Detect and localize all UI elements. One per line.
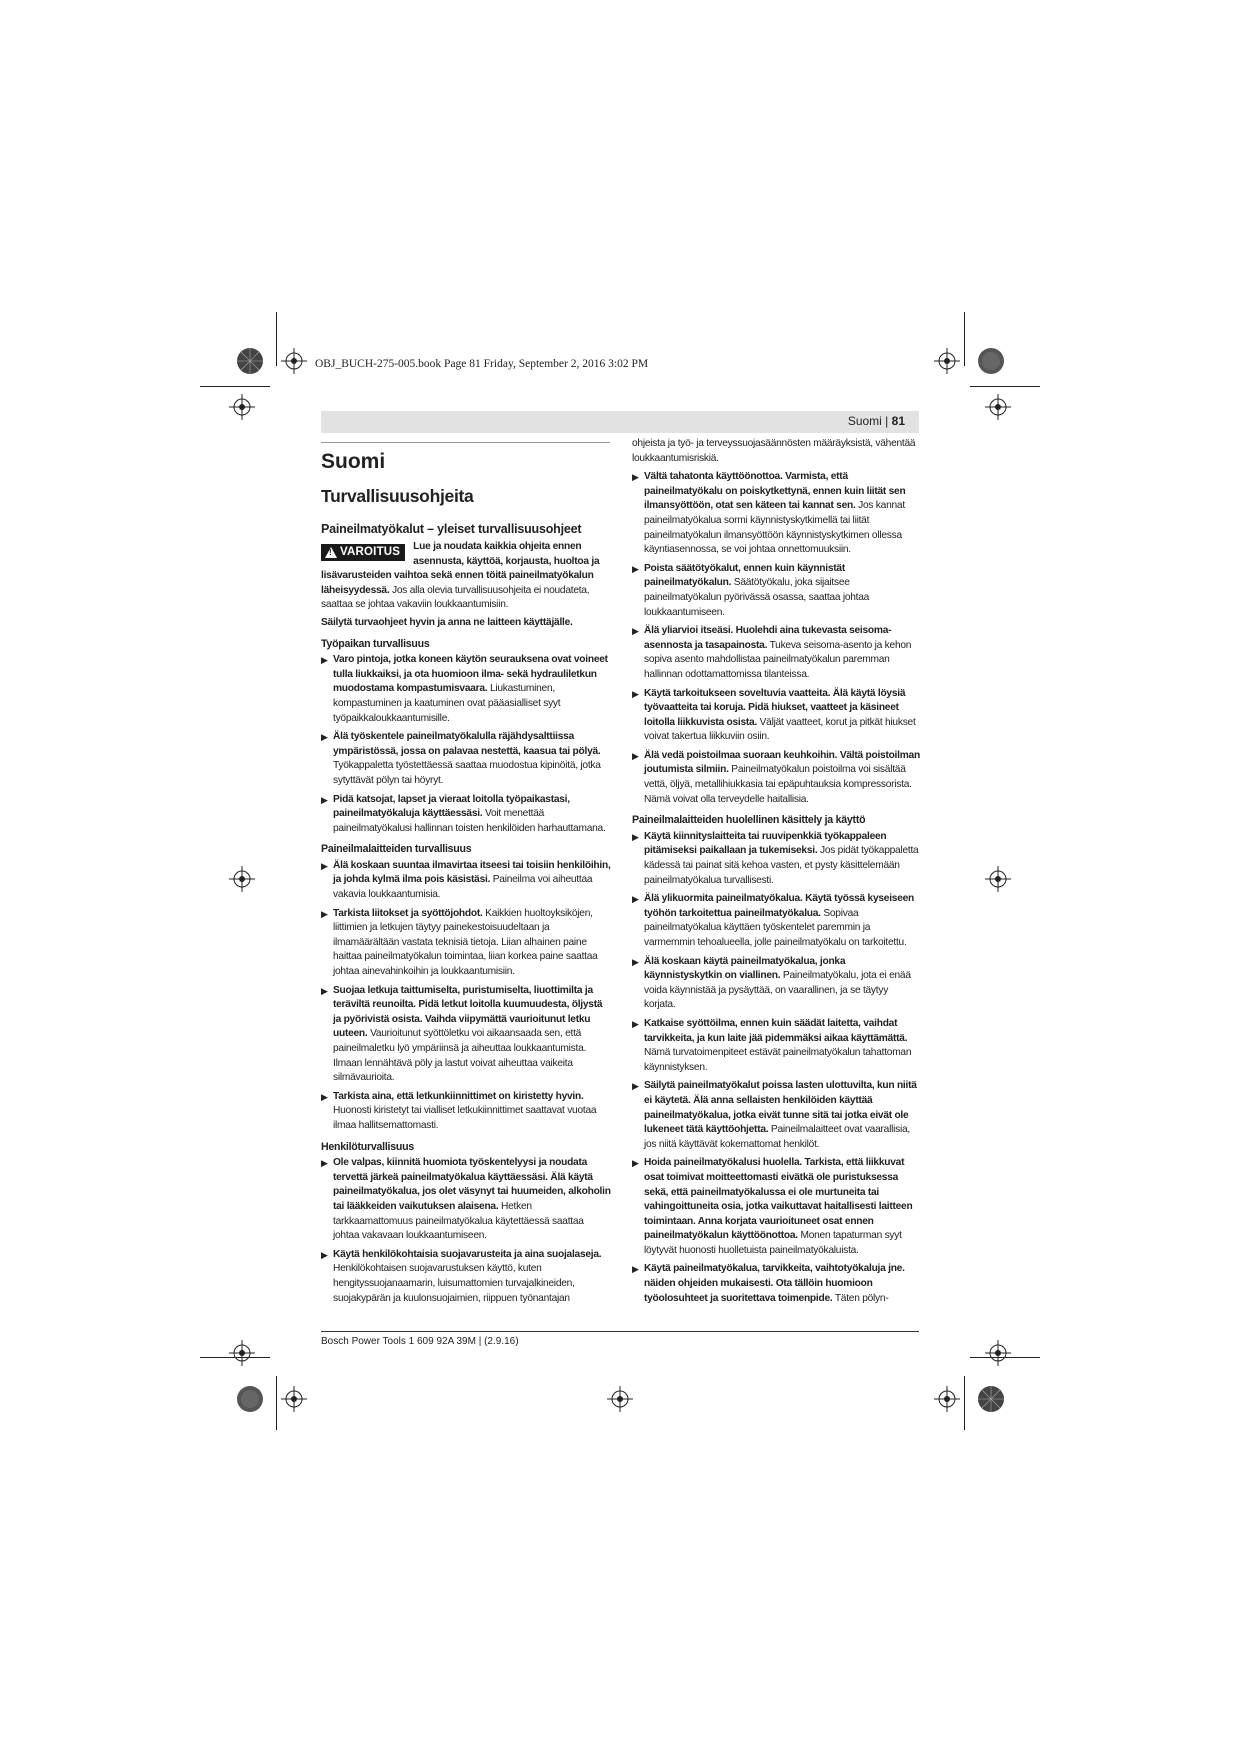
crosshair-mark-bottom-right-upper	[985, 1340, 1011, 1366]
section-title: Turvallisuusohjeita	[321, 486, 474, 506]
item-bold: Älä koskaan käytä paineilmatyökalua, jonka käynnistyskytkin on viallinen.	[644, 955, 846, 982]
crop-line	[970, 386, 1040, 387]
item-bold: Käytä kiinnityslaitteita tai ruuvipenkkiä työkappaleen pitämiseksi paikallaan ja tukemiseksi.	[644, 830, 887, 857]
list-item	[632, 624, 922, 682]
crop-line	[964, 1376, 965, 1430]
crosshair-mark-top-left-lower	[229, 394, 255, 420]
list-item	[321, 1248, 611, 1306]
keep-instructions: Säilytä turvaohjeet hyvin ja anna ne laitteen käyttäjälle.	[321, 616, 573, 628]
crosshair-mark-mid-right	[985, 866, 1011, 892]
item-text: Paineilma voi aiheuttaa vakavia loukkaantumisia.	[333, 874, 593, 901]
list-item	[321, 1090, 611, 1134]
warning-badge	[321, 544, 405, 561]
registration-mark-bottom-right-disc	[977, 1385, 1005, 1413]
bullet-icon: ▶	[632, 563, 639, 574]
group-title-personal: Henkilöturvallisuus	[321, 1140, 414, 1153]
bullet-icon: ▶	[632, 831, 639, 842]
list-item	[632, 749, 922, 807]
list-item	[632, 1156, 922, 1258]
item-text: Jos kannat paineilmatyökalua sormi käynnistyskytkimellä tai liität paineilmatyökalun ilmansyöttöön käynnistyskytkimen ollessa käyntiasennossa, se voi johtaa onnettomuuksiin.	[644, 500, 905, 556]
crosshair-mark-bottom-right	[934, 1386, 960, 1412]
bullet-icon: ▶	[321, 655, 328, 666]
bullet-icon: ▶	[321, 794, 328, 805]
registration-mark-bottom-left-disc	[236, 1385, 264, 1413]
list-item	[321, 653, 611, 726]
crosshair-mark-mid-left	[229, 866, 255, 892]
crosshair-mark-bottom-center	[607, 1386, 633, 1412]
crop-line	[276, 1376, 277, 1430]
item-text: Työkappaletta työstettäessä saattaa muodostua kipinöitä, jotka sytyttävät pölyn tai höyryt.	[333, 760, 601, 786]
item-text: Nämä turvatoimenpiteet estävät paineilmatyökalun tahattoman käynnistyksen.	[644, 1047, 912, 1073]
item-bold: Säilytä paineilmatyökalut poissa lasten ulottuvilta, kun niitä ei käytetä. Älä anna sellaisten henkilöiden käyttää paineilmatyökalua, jotka eivät tunne sitä tai jotka eivät ole lukeneet tätä käyttöohjetta.	[644, 1080, 917, 1136]
crosshair-mark-bottom-left	[281, 1386, 307, 1412]
list-item	[321, 730, 611, 788]
group-title-handling: Paineilmalaitteiden huolellinen käsittely ja käyttö	[632, 814, 866, 827]
item-text: Voit menettää paineilmatyökalusi hallinnan toisten henkilöiden harhauttamana.	[333, 808, 606, 834]
bullet-icon: ▶	[632, 750, 639, 761]
crosshair-mark-bottom-left-upper	[229, 1340, 255, 1366]
list-item	[632, 1017, 922, 1075]
bullet-icon: ▶	[321, 985, 328, 996]
list-item	[632, 830, 922, 888]
item-text: Sopivaa paineilmatyökalua käyttäen työskentelet paremmin ja varmemmin tehoalueella, jolle paineilmatyökalu on tarkoitettu.	[644, 907, 907, 948]
language-title: Suomi	[321, 450, 386, 473]
item-bold: Poista säätötyökalut, ennen kuin käynnistät paineilmatyökalun.	[644, 562, 845, 589]
bullet-icon: ▶	[632, 1264, 639, 1275]
footer-rule	[321, 1331, 919, 1332]
list-item	[632, 1079, 922, 1152]
item-text: Huonosti kiristetyt tai vialliset letkukiinnittimet saattavat vuotaa ilmaa hallitsemattomasti.	[333, 1105, 597, 1131]
bullet-icon: ▶	[632, 626, 639, 637]
list-item	[321, 984, 611, 1086]
bullet-icon: ▶	[321, 1249, 328, 1260]
bullet-icon: ▶	[321, 860, 328, 871]
item-bold: Käytä tarkoitukseen soveltuvia vaatteita. Älä käytä löysiä työvaatteita tai koruja. Pidä hiukset, vaatteet ja käsineet loitolla liikkuvista osista.	[644, 687, 906, 728]
item-bold: Älä koskaan suuntaa ilmavirtaa itseesi tai toisiin henkilöihin, ja johda kylmä ilma pois käsistäsi.	[333, 859, 611, 886]
page-header-bar	[321, 411, 919, 433]
item-text: Monen tapaturman syyt löytyvät huonosti huolletuista paineilmatyökaluista.	[644, 1230, 902, 1256]
item-text: Hetken tarkkaamattomuus paineilmatyökalua käytettäessä saattaa johtaa vakavaan loukkaantumiseen.	[333, 1200, 584, 1242]
list-item	[632, 955, 922, 1013]
item-bold: Tarkista liitokset ja syöttöjohdot.	[333, 907, 483, 919]
group-title-pneumatic: Paineilmalaitteiden turvallisuus	[321, 843, 472, 856]
item-text: Henkilökohtaisen suojavarustuksen käyttö, kuten hengityssuojanaamarin, luisumattomien turvajalkineiden, suojakypärän ja kuulonsuojaimien, riippuen työnantajan	[333, 1263, 575, 1304]
item-bold: Vältä tahatonta käyttöönottoa. Varmista, että paineilmatyökalu on poiskytkettynä, ennen kuin liität sen ilmansyöttöön, otat sen käteen tai kannat sen.	[644, 471, 906, 512]
bullet-icon: ▶	[321, 908, 328, 919]
title-rule	[321, 442, 610, 443]
warning-bold-text: Lue ja noudata kaikkia ohjeita ennen asennusta, käyttöä, korjausta, huoltoa ja lisävarusteiden vaihtoa sekä ennen töitä paineilmatyökalun läheisyydessä.	[321, 541, 600, 596]
item-bold: Katkaise syöttöilma, ennen kuin säädät laitetta, vaihdat tarvikkeita, ja kun laite jää pidemmäksi aikaa käyttämättä.	[644, 1017, 908, 1044]
bullet-icon: ▶	[632, 956, 639, 967]
subsection-title: Paineilmatyökalut – yleiset turvallisuusohjeet	[321, 522, 582, 536]
item-text: Jos pidät työkappaletta kädessä tai painat sitä kehoa vasten, et pysty käsittelemään paineilmatyökalua turvallisesti.	[644, 845, 919, 886]
group-title-workplace: Työpaikan turvallisuus	[321, 637, 430, 650]
list-item	[321, 907, 611, 980]
crop-line	[200, 1357, 270, 1358]
list-item	[321, 793, 611, 837]
crop-line	[200, 386, 270, 387]
left-column	[321, 449, 611, 1310]
list-item	[632, 470, 922, 558]
item-text: Vaurioitunut syöttöletku voi aikaansaada sen, että paineilmaletku lyö ympäriinsä ja aiheuttaa loukkaantumista. Ilmaan lennähtävä pöly ja lastut voivat aiheuttaa vaikeita silmävaurioita.	[333, 1028, 587, 1084]
item-text: Täten pölyn-	[832, 1292, 889, 1304]
bullet-icon: ▶	[321, 1158, 328, 1169]
warning-block	[321, 540, 611, 613]
right-column	[632, 437, 922, 1310]
book-info-line: OBJ_BUCH-275-005.book Page 81 Friday, September 2, 2016 3:02 PM	[315, 358, 649, 370]
item-bold: Varo pintoja, jotka koneen käytön seurauksena ovat voineet tulla liukkaiksi, ja ota huomioon ilma- sekä hydrauliletkun muodostama kompastumisvaara.	[333, 654, 608, 695]
item-bold: Ole valpas, kiinnitä huomiota työskentelyysi ja noudata tervettä järkeä paineilmatyökalua käyttäessäsi. Älä käytä paineilmatyökalua, jos olet väsynyt tai huumeiden, alkoholin tai lääkkeiden vaikutuksen alaisena.	[333, 1157, 611, 1212]
warning-triangle-icon	[325, 547, 337, 558]
bullet-icon: ▶	[632, 1018, 639, 1029]
item-text: Kaikkien huoltoyksiköjen, liittimien ja letkujen täytyy painekestoisuudeltaan ja ilmamäärältään vastata teknisiä tietoja. Liian alhainen paine haittaa paineilmatyökalun toimintaa, liian korkea paine saattaa johtaa ainevahinkoihin ja loukkaantumisiin.	[333, 907, 598, 978]
crop-line	[970, 1357, 1040, 1358]
item-bold: Älä yliarvioi itseäsi. Huolehdi aina tukevasta seisoma-asennosta ja tasapainosta.	[644, 625, 892, 651]
item-text: Tukeva seisoma-asento ja kehon sopiva asento mahdollistaa paineilmatyökalun paremman hallinnan odottamattomissa tilanteissa.	[644, 639, 912, 680]
list-item	[632, 1262, 922, 1306]
list-item	[632, 892, 922, 950]
list-item	[321, 1156, 611, 1244]
list-item	[321, 859, 611, 903]
item-text: Säätötyökalu, joka sijaitsee paineilmatyökalun pyörivässä osassa, saattaa johtaa loukkaantumiseen.	[644, 577, 870, 618]
list-item	[632, 562, 922, 620]
footer-text: Bosch Power Tools 1 609 92A 39M | (2.9.16)	[321, 1336, 519, 1347]
item-text: Paineilmatyökalu, jota ei enää voida käynnistää ja pysäyttää, on vaarallinen, ja se täytyy korjata.	[644, 970, 911, 1011]
item-bold: Pidä katsojat, lapset ja vieraat loitolla työpaikastasi, paineilmatyökaluja käyttäessäsi.	[333, 793, 570, 820]
item-bold: Suojaa letkuja taittumiselta, puristumiselta, liuottimilta ja teräviltä reunoilta. Pidä letkut loitolla kuumuudesta, öljystä ja pyörivistä osista. Vaihda viipymättä vaurioitunut letku uuteen.	[333, 984, 603, 1040]
item-bold: Älä työskentele paineilmatyökalulla räjähdysalttiissa ympäristössä, jossa on palavaa nestettä, kaasua tai pölyä.	[333, 731, 601, 757]
item-bold: Hoida paineilmatyökalusi huolella. Tarkista, että liikkuvat osat toimivat moitteettomasti eivätkä ole puristuksessa sekä, että paineilmatyökalussa ei ole murtuneita tai vahingoittuneita osia, jotka vaikuttavat haitallisesti laitteen toimintaan. Anna korjata vaurioituneet osat ennen paineilmatyökalun käyttöönottoa.	[644, 1157, 913, 1242]
item-text: Väljät vaatteet, korut ja pitkät hiukset voivat takertua liikkuviin osiin.	[644, 716, 916, 743]
crosshair-mark-top-right-lower	[985, 394, 1011, 420]
item-bold: Älä vedä poistoilmaa suoraan keuhkoihin. Vältä poistoilman joutumista silmiin.	[644, 749, 920, 776]
page-header-text: Suomi | 81	[847, 414, 905, 428]
list-item	[632, 687, 922, 745]
item-bold: Älä ylikuormita paineilmatyökalua. Käytä työssä kyseiseen työhön tarkoitettua paineilmatyökalua.	[644, 893, 915, 919]
item-text: Paineilmatyökalun poistoilma voi sisältää vettä, öljyä, metallihiukkasia tai epäpuhtauksia kompressorista. Nämä voivat olla terveydelle haitallisia.	[644, 764, 912, 805]
warning-text: Jos alla olevia turvallisuusohjeita ei noudateta, saattaa se johtaa vakaviin loukkaantumisiin.	[321, 584, 590, 611]
item-bold: Käytä paineilmatyökalua, tarvikkeita, vaihtotyökaluja jne. näiden ohjeiden mukaisesti. Ota tällöin huomioon työolosuhteet ja suoritettava toimenpide.	[644, 1263, 905, 1304]
bullet-icon: ▶	[632, 894, 639, 905]
continued-text: ohjeista ja työ- ja terveyssuojasäännösten määräyksistä, vähentää loukkaantumisriskiä.	[632, 438, 916, 464]
item-text: Paineilmalaitteet ovat vaarallisia, jos niitä käyttävät kokemattomat henkilöt.	[644, 1124, 910, 1150]
crosshair-mark-top-right	[934, 348, 960, 374]
bullet-icon: ▶	[632, 472, 639, 483]
crosshair-mark-top-left	[281, 348, 307, 374]
bullet-icon: ▶	[321, 1091, 328, 1102]
crop-line	[964, 312, 965, 366]
warning-badge-label: VAROITUS	[340, 546, 401, 559]
bullet-icon: ▶	[632, 688, 639, 699]
registration-mark-top-right-disc	[977, 347, 1005, 375]
bullet-icon: ▶	[632, 1158, 639, 1169]
bullet-icon: ▶	[632, 1081, 639, 1092]
item-bold: Käytä henkilökohtaisia suojavarusteita ja aina suojalaseja.	[333, 1248, 602, 1260]
header-language: Suomi	[847, 414, 882, 428]
registration-mark-top-left-disc	[236, 347, 264, 375]
item-text: Liukastuminen, kompastuminen ja kaatuminen ovat pääasialliset syyt työpaikkaloukkaantumisille.	[333, 683, 561, 724]
page-number: 81	[891, 414, 905, 428]
crop-line	[276, 312, 277, 366]
item-bold: Tarkista aina, että letkunkiinnittimet on kiristetty hyvin.	[333, 1090, 584, 1102]
bullet-icon: ▶	[321, 732, 328, 743]
